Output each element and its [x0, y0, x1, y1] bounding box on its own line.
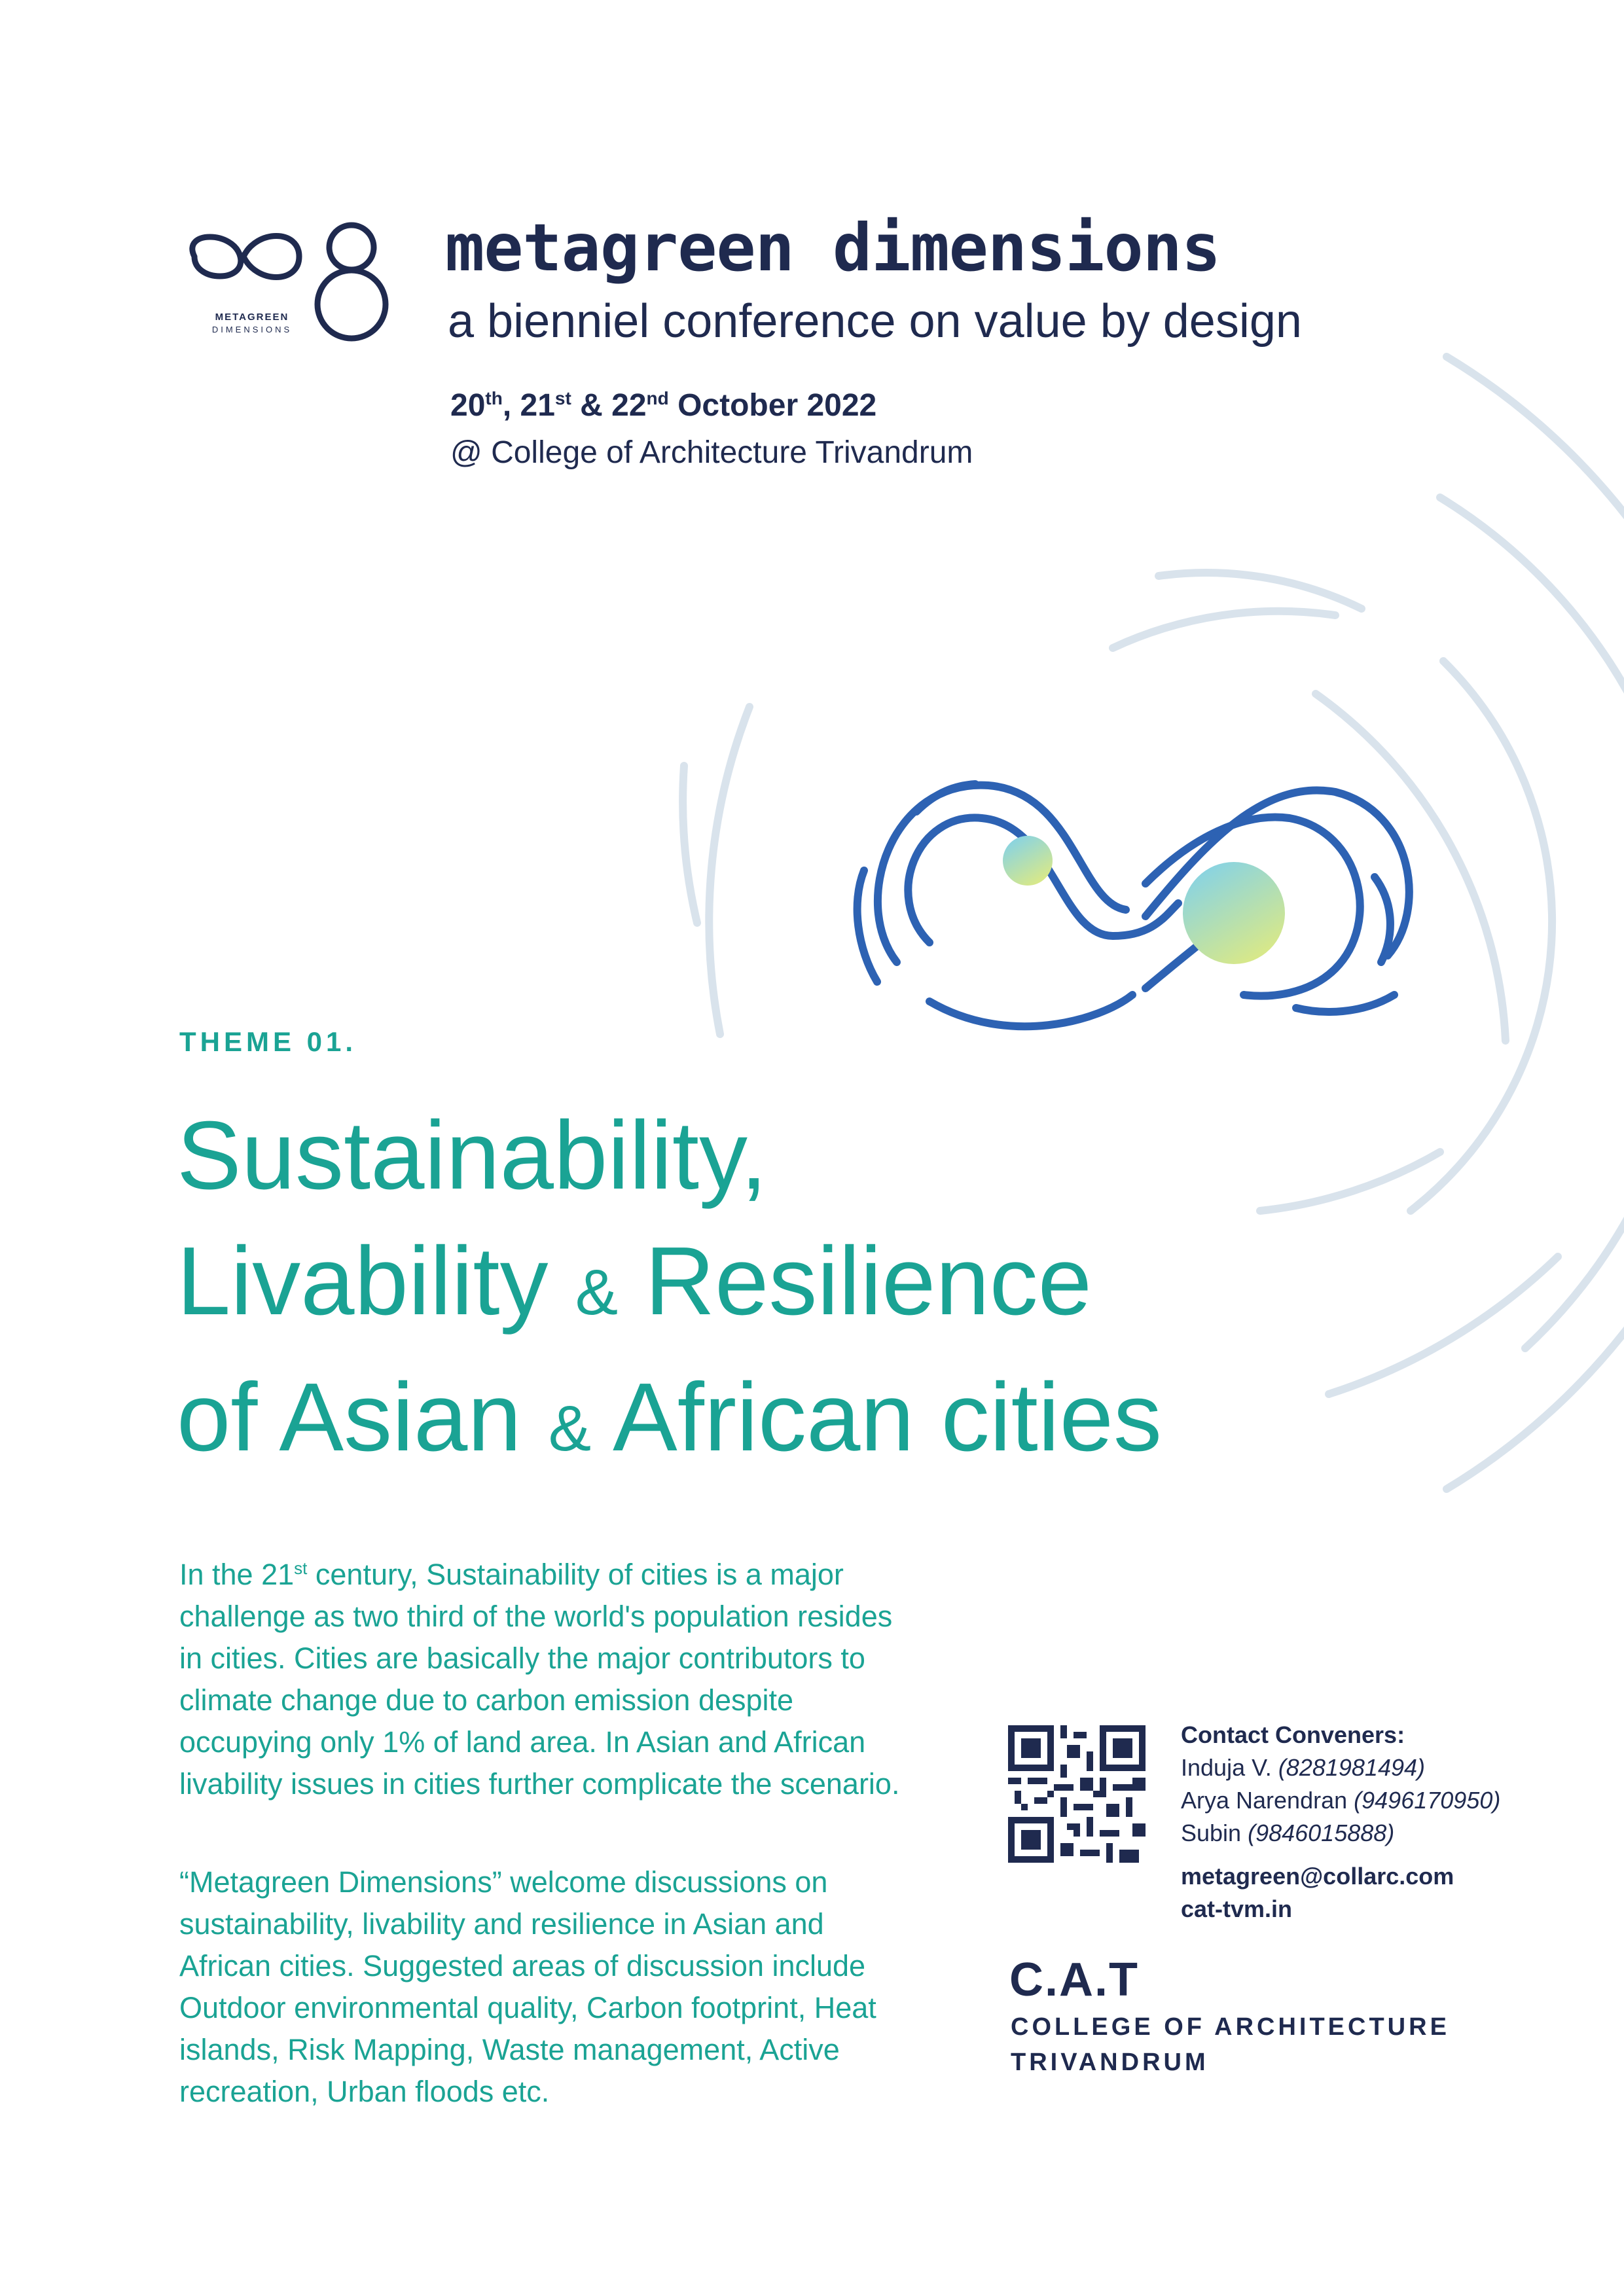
ring-arc: [1440, 497, 1624, 1348]
contact-heading: Contact Conveners:: [1181, 1721, 1405, 1748]
institution-name-line1: COLLEGE OF ARCHITECTURE: [1011, 2013, 1450, 2041]
infinity-eight-logo-icon: [178, 216, 401, 367]
theme-label: THEME 01.: [179, 1026, 357, 1057]
event-venue: @ College of Architecture Trivandrum: [450, 435, 973, 470]
logo-wordmark-line2: DIMENSIONS: [211, 325, 293, 334]
theme-title: [177, 1093, 1355, 1491]
logo-wordmark-line1: METAGREEN: [215, 312, 289, 323]
ring-arc: [709, 707, 749, 1034]
contact-person: Arya Narendran (9496170950): [1181, 1787, 1501, 1814]
ring-arc: [683, 766, 697, 923]
contact-email-link[interactable]: metagreen@collarc.com: [1181, 1863, 1454, 1890]
ring-arc: [1411, 661, 1552, 1211]
institution-name-line2: TRIVANDRUM: [1011, 2049, 1209, 2076]
theme-title-line1: Sustainability,: [177, 1102, 768, 1210]
body-paragraph-2: “Metagreen Dimensions” welcome discussions on sustainability, livability and resilience in Asian and African cities. Suggested areas of discussion include Outdoor environmental quality, Carbon footprint, Heat islands, Risk Mapping, Waste management, Active recreation, Urban floods etc.: [179, 1865, 876, 2108]
contact-person: Subin (9846015888): [1181, 1820, 1395, 1846]
event-date: 20th, 21st & 22nd October 2022: [450, 388, 877, 423]
website-link[interactable]: cat-tvm.in: [1181, 1895, 1293, 1922]
ring-arc: [1159, 573, 1362, 609]
contact-person: Induja V. (8281981494): [1181, 1754, 1426, 1781]
conference-subtitle: a bienniel conference on value by design: [448, 295, 1302, 348]
ring-arc: [1447, 357, 1624, 1489]
theme-title-line2: Livability & Resilience: [177, 1227, 1092, 1335]
ring-arc: [1113, 611, 1335, 648]
ring-arc: [1329, 1257, 1558, 1394]
body-paragraph-1: In the 21st century, Sustainability of cities is a major challenge as two third of the world's population resides in cities. Cities are basically the major contributors to climate change due to carbon emission despite occupying only 1% of land area. In Asian and African livability issues in cities further complicate the scenario.: [179, 1558, 900, 1801]
contact-phone[interactable]: (9496170950): [1354, 1787, 1501, 1814]
qr-code-icon[interactable]: [1008, 1725, 1146, 1863]
institution-logo-abbr: C.A.T: [1009, 1954, 1139, 2006]
large-orb-icon: [1183, 862, 1285, 964]
theme-title-line3: of Asian & African cities: [177, 1363, 1162, 1471]
contact-phone[interactable]: (8281981494): [1278, 1754, 1426, 1781]
small-orb-icon: [1003, 836, 1053, 886]
conference-title: metagreen dimensions: [445, 209, 1221, 286]
metagreen-logo: [178, 216, 401, 367]
contact-phone[interactable]: (9846015888): [1248, 1820, 1395, 1846]
theme-infinity-graphic: [838, 740, 1427, 1054]
